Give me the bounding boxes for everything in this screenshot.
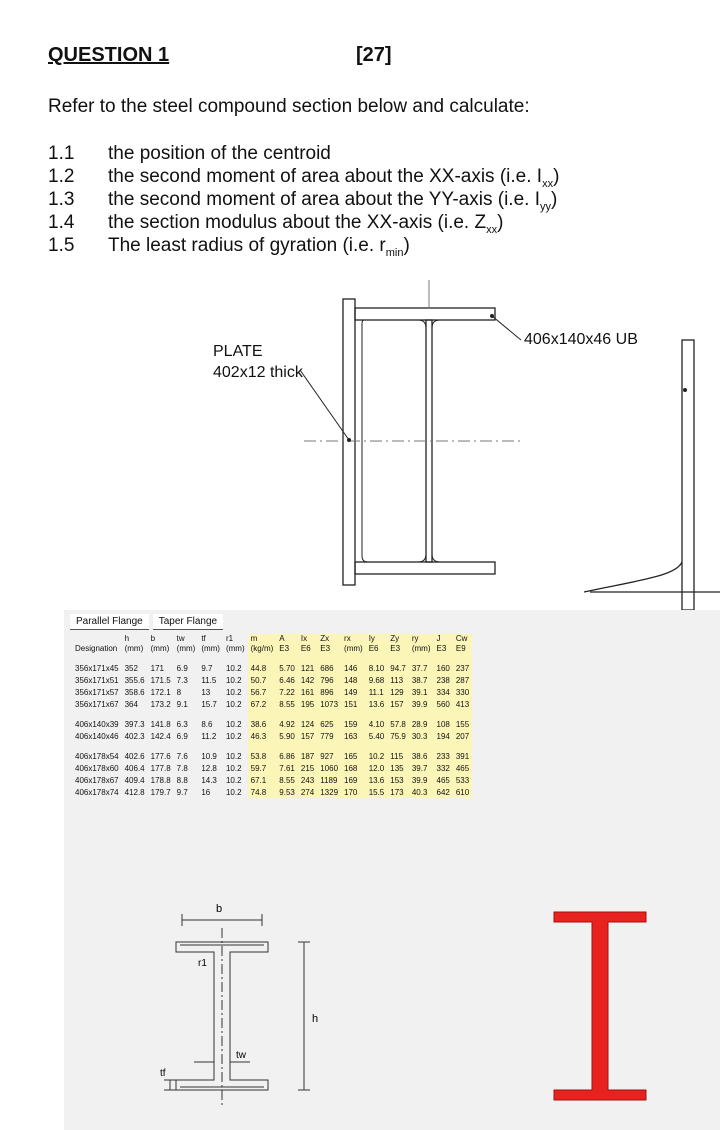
task-number: 1.1 xyxy=(48,143,75,164)
plate-dims: 402x12 thick xyxy=(213,364,303,381)
header-symbol: Iy xyxy=(368,634,375,643)
table-cell: 355.6 xyxy=(124,675,145,685)
table-cell: 352 xyxy=(124,663,138,673)
table-cell: 67.2 xyxy=(248,698,277,710)
task-text xyxy=(108,143,331,167)
table-cell: 38.7 xyxy=(409,674,434,686)
table-cell: 779 xyxy=(317,730,341,742)
table-cell: 6.46 xyxy=(276,674,298,686)
table-cell: 6.3 xyxy=(176,719,188,729)
task-pre: the section modulus about the XX-axis (i.e. xyxy=(108,212,475,233)
header-unit: E6 xyxy=(368,644,379,653)
table-cell: 8.6 xyxy=(201,719,213,729)
header-symbol: Ix xyxy=(300,634,308,643)
table-cell: 179.7 xyxy=(150,787,171,797)
table-cell: 28.9 xyxy=(409,718,434,730)
table-cell: 413 xyxy=(453,698,472,710)
table-cell: 397.3 xyxy=(124,719,145,729)
table-cell: 927 xyxy=(317,750,341,762)
table-cell: 40.3 xyxy=(409,786,434,798)
table-cell: 194 xyxy=(434,730,453,742)
table-cell: 39.9 xyxy=(409,774,434,786)
table-cell: 10.2 xyxy=(225,751,242,761)
header-symbol: rx xyxy=(344,634,351,643)
compound-section-diagram xyxy=(0,280,720,610)
table-cell: 412.8 xyxy=(124,787,145,797)
plate-leader xyxy=(300,370,349,440)
table-cell: 187 xyxy=(298,750,317,762)
table-cell: 9.7 xyxy=(176,787,188,797)
table-cell: 1060 xyxy=(317,762,341,774)
table-cell: 406x178x60 xyxy=(75,763,119,773)
table-cell: 129 xyxy=(387,686,409,698)
table-cell: 7.3 xyxy=(176,675,188,685)
table-cell: 9.1 xyxy=(176,699,188,709)
table-cell: 406x140x39 xyxy=(75,719,119,729)
table-cell: 10.2 xyxy=(225,763,242,773)
table-cell: 10.2 xyxy=(225,663,242,673)
header-unit: (mm) xyxy=(124,644,144,653)
table-cell: 6.9 xyxy=(176,663,188,673)
table-cell: 10.2 xyxy=(225,719,242,729)
table-cell: 5.70 xyxy=(276,662,298,674)
table-cell: 50.7 xyxy=(248,674,277,686)
table-cell: 177.6 xyxy=(150,751,171,761)
task-item xyxy=(48,212,503,236)
task-text xyxy=(108,166,559,190)
table-cell: 10.2 xyxy=(366,750,388,762)
task-sub: min xyxy=(385,246,404,259)
table-cell: 13.6 xyxy=(366,698,388,710)
table-cell: 53.8 xyxy=(248,750,277,762)
table-cell: 7.8 xyxy=(176,763,188,773)
table-cell: 157 xyxy=(387,698,409,710)
table-cell: 1073 xyxy=(317,698,341,710)
task-pre: The least radius of gyration (i.e. xyxy=(108,235,380,256)
header-unit: (mm) xyxy=(344,644,363,653)
header-symbol: Zx xyxy=(320,634,330,643)
table-cell: 157 xyxy=(298,730,317,742)
table-cell: 38.6 xyxy=(248,718,277,730)
task-post: ) xyxy=(553,166,560,187)
header-symbol: r1 xyxy=(225,634,234,643)
table-cell: 560 xyxy=(434,698,453,710)
table-cell: 59.7 xyxy=(248,762,277,774)
task-pre: the second moment of area about the XX-axis (i.e. xyxy=(108,166,537,187)
red-ibeam-graphic xyxy=(554,912,646,1100)
table-cell: 11.5 xyxy=(201,675,217,685)
header-symbol: Designation xyxy=(75,644,118,653)
table-cell: 896 xyxy=(317,686,341,698)
table-cell: 113 xyxy=(387,674,409,686)
table-cell: 15.5 xyxy=(366,786,388,798)
table-cell: 67.1 xyxy=(248,774,277,786)
table-cell: 243 xyxy=(298,774,317,786)
table-cell: 215 xyxy=(298,762,317,774)
header-symbol: tf xyxy=(201,634,206,643)
table-cell: 356x171x57 xyxy=(75,687,119,697)
header-symbol: h xyxy=(124,634,130,643)
table-cell: 177.8 xyxy=(150,763,171,773)
table-cell: 142.4 xyxy=(150,731,171,741)
table-cell: 75.9 xyxy=(387,730,409,742)
table-cell: 796 xyxy=(317,674,341,686)
header-symbol: ry xyxy=(411,634,419,643)
table-cell: 686 xyxy=(317,662,341,674)
table-cell: 10.2 xyxy=(225,687,242,697)
table-cell: 8.55 xyxy=(276,698,298,710)
table-cell: 10.2 xyxy=(225,731,242,741)
table-cell: 7.61 xyxy=(276,762,298,774)
table-cell: 9.68 xyxy=(366,674,388,686)
table-cell: 39.1 xyxy=(409,686,434,698)
table-cell: 38.6 xyxy=(409,750,434,762)
task-text xyxy=(108,189,557,213)
table-cell: 9.7 xyxy=(201,663,213,673)
task-item xyxy=(48,166,559,190)
table-cell: 171.5 xyxy=(150,675,171,685)
task-number: 1.5 xyxy=(48,235,75,256)
plate-label: PLATE xyxy=(213,343,263,360)
table-cell: 11.2 xyxy=(201,731,217,741)
table-cell: 14.3 xyxy=(201,775,217,785)
table-cell: 6.86 xyxy=(276,750,298,762)
table-cell: 108 xyxy=(434,718,453,730)
header-symbol: Zy xyxy=(390,634,400,643)
table-cell: 233 xyxy=(434,750,453,762)
table-cell: 533 xyxy=(453,774,472,786)
table-cell: 332 xyxy=(434,762,453,774)
table-cell: 94.7 xyxy=(387,662,409,674)
table-cell: 4.10 xyxy=(366,718,388,730)
table-cell: 10.2 xyxy=(225,787,242,797)
header-symbol: J xyxy=(436,634,441,643)
table-cell: 642 xyxy=(434,786,453,798)
table-cell: 610 xyxy=(453,786,472,798)
task-sub: xx xyxy=(486,223,498,236)
table-cell: 6.9 xyxy=(176,731,188,741)
task-pre: the second moment of area about the YY-axis (i.e. xyxy=(108,189,535,210)
table-cell: 39.9 xyxy=(409,698,434,710)
header-unit: (mm) xyxy=(176,644,196,653)
table-cell: 7.6 xyxy=(176,751,188,761)
task-post: ) xyxy=(550,189,558,210)
table-cell: 237 xyxy=(453,662,472,674)
ub-top-flange xyxy=(355,308,495,320)
task-text xyxy=(108,235,410,259)
task-sym: r xyxy=(379,235,386,256)
task-item xyxy=(48,189,557,213)
table-cell: 56.7 xyxy=(248,686,277,698)
table-cell: 1329 xyxy=(317,786,341,798)
table-cell: 5.90 xyxy=(276,730,298,742)
table-cell: 465 xyxy=(434,774,453,786)
table-cell: 169 xyxy=(341,774,366,786)
table-cell: 356x171x67 xyxy=(75,699,119,709)
table-cell: 465 xyxy=(453,762,472,774)
ub-label: 406x140x46 UB xyxy=(524,331,638,348)
task-pre: the position of the centroid xyxy=(108,143,331,164)
label-r1: r1 xyxy=(198,958,207,969)
task-sub: xx xyxy=(542,177,554,190)
task-text xyxy=(108,212,503,236)
table-cell: 155 xyxy=(453,718,472,730)
table-cell: 274 xyxy=(298,786,317,798)
table-cell: 12.0 xyxy=(366,762,388,774)
table-cell: 173 xyxy=(387,786,409,798)
table-cell: 13 xyxy=(201,687,211,697)
header-unit: E3 xyxy=(390,644,401,653)
header-unit: (kg/m) xyxy=(250,644,274,653)
table-cell: 11.1 xyxy=(366,686,388,698)
table-cell: 46.3 xyxy=(248,730,277,742)
table-cell: 44.8 xyxy=(248,662,277,674)
table-cell: 406x178x54 xyxy=(75,751,119,761)
table-cell: 10.9 xyxy=(201,751,217,761)
task-sub: yy xyxy=(539,200,551,213)
table-cell: 148 xyxy=(341,674,366,686)
task-number: 1.3 xyxy=(48,189,75,210)
task-number: 1.2 xyxy=(48,166,75,187)
table-cell: 165 xyxy=(341,750,366,762)
table-cell: 178.8 xyxy=(150,775,171,785)
table-cell: 153 xyxy=(387,774,409,786)
ub-leader xyxy=(492,316,521,340)
header-unit: E9 xyxy=(455,644,466,653)
table-cell: 364 xyxy=(124,699,138,709)
table-cell: 16 xyxy=(201,787,211,797)
table-cell: 8.8 xyxy=(176,775,188,785)
table-cell: 406x178x67 xyxy=(75,775,119,785)
table-cell: 163 xyxy=(341,730,366,742)
header-unit: (mm) xyxy=(150,644,170,653)
task-sym: I xyxy=(536,166,543,187)
table-cell: 238 xyxy=(434,674,453,686)
tab-taper-flange[interactable]: Taper Flange xyxy=(153,614,223,630)
table-cell: 8.10 xyxy=(366,662,388,674)
table-cell: 9.53 xyxy=(276,786,298,798)
question-intro: Refer to the steel compound section below and calculate: xyxy=(48,96,530,117)
header-symbol: b xyxy=(150,634,156,643)
header-unit: E6 xyxy=(300,644,311,653)
task-sym: Z xyxy=(474,212,487,233)
table-cell: 1189 xyxy=(317,774,341,786)
table-cell: 406x178x74 xyxy=(75,787,119,797)
table-cell: 124 xyxy=(298,718,317,730)
table-cell: 135 xyxy=(387,762,409,774)
table-cell: 57.8 xyxy=(387,718,409,730)
task-sym: I xyxy=(534,189,540,210)
table-cell: 161 xyxy=(298,686,317,698)
task-item xyxy=(48,143,331,167)
table-cell: 330 xyxy=(453,686,472,698)
table-cell: 170 xyxy=(341,786,366,798)
table-cell: 10.2 xyxy=(225,775,242,785)
table-cell: 39.7 xyxy=(409,762,434,774)
table-cell: 8.55 xyxy=(276,774,298,786)
header-symbol: tw xyxy=(176,634,185,643)
table-cell: 4.92 xyxy=(276,718,298,730)
table-cell: 358.6 xyxy=(124,687,145,697)
question-title: QUESTION 1 xyxy=(48,44,170,66)
task-item xyxy=(48,235,410,259)
label-tw: tw xyxy=(236,1050,246,1061)
header-symbol: Cw xyxy=(455,634,468,643)
table-cell: 8 xyxy=(176,687,182,697)
table-cell: 37.7 xyxy=(409,662,434,674)
label-h: h xyxy=(312,1013,319,1025)
label-b: b xyxy=(216,903,223,915)
table-cell: 10.2 xyxy=(225,675,242,685)
table-cell: 334 xyxy=(434,686,453,698)
table-cell: 151 xyxy=(341,698,366,710)
table-cell: 625 xyxy=(317,718,341,730)
header-unit: E3 xyxy=(320,644,331,653)
table-cell: 173.2 xyxy=(150,699,171,709)
header-unit: (mm) xyxy=(411,644,431,653)
header-unit: E3 xyxy=(279,644,290,653)
table-cell: 10.2 xyxy=(225,699,242,709)
table-cell: 30.3 xyxy=(409,730,434,742)
question-marks: [27] xyxy=(356,44,392,66)
ub-right-fillet xyxy=(584,562,682,592)
table-cell: 356x171x45 xyxy=(75,663,119,673)
table-cell: 149 xyxy=(341,686,366,698)
table-cell: 12.8 xyxy=(201,763,217,773)
ub-right-profile xyxy=(682,340,694,610)
table-cell: 13.6 xyxy=(366,774,388,786)
table-cell: 406.4 xyxy=(124,763,145,773)
table-cell: 146 xyxy=(341,662,366,674)
table-cell: 402.6 xyxy=(124,751,145,761)
ub-bottom-flange xyxy=(355,562,495,574)
table-cell: 409.4 xyxy=(124,775,145,785)
table-cell: 159 xyxy=(341,718,366,730)
table-cell: 5.40 xyxy=(366,730,388,742)
table-cell: 115 xyxy=(387,750,409,762)
table-cell: 160 xyxy=(434,662,453,674)
table-cell: 7.22 xyxy=(276,686,298,698)
section-table-panel xyxy=(64,610,720,1130)
table-cell: 172.1 xyxy=(150,687,171,697)
table-cell: 74.8 xyxy=(248,786,277,798)
label-tf: tf xyxy=(160,1068,166,1079)
task-number: 1.4 xyxy=(48,212,75,233)
task-post: ) xyxy=(403,235,410,256)
table-cell: 168 xyxy=(341,762,366,774)
table-cell: 15.7 xyxy=(201,699,217,709)
tab-parallel-flange[interactable]: Parallel Flange xyxy=(70,614,149,630)
header-symbol: A xyxy=(279,634,285,643)
table-cell: 391 xyxy=(453,750,472,762)
header-unit: (mm) xyxy=(201,644,220,653)
table-cell: 121 xyxy=(298,662,317,674)
table-cell: 287 xyxy=(453,674,472,686)
header-symbol: m xyxy=(250,634,258,643)
table-cell: 142 xyxy=(298,674,317,686)
table-cell: 356x171x51 xyxy=(75,675,119,685)
table-cell: 141.8 xyxy=(150,719,171,729)
table-cell: 207 xyxy=(453,730,472,742)
table-cell: 195 xyxy=(298,698,317,710)
section-sketch xyxy=(64,610,720,1130)
header-unit: E3 xyxy=(436,644,447,653)
table-cell: 171 xyxy=(150,663,164,673)
table-cell: 406x140x46 xyxy=(75,731,119,741)
task-post: ) xyxy=(497,212,504,233)
header-unit: (mm) xyxy=(225,644,245,653)
table-cell: 402.3 xyxy=(124,731,145,741)
